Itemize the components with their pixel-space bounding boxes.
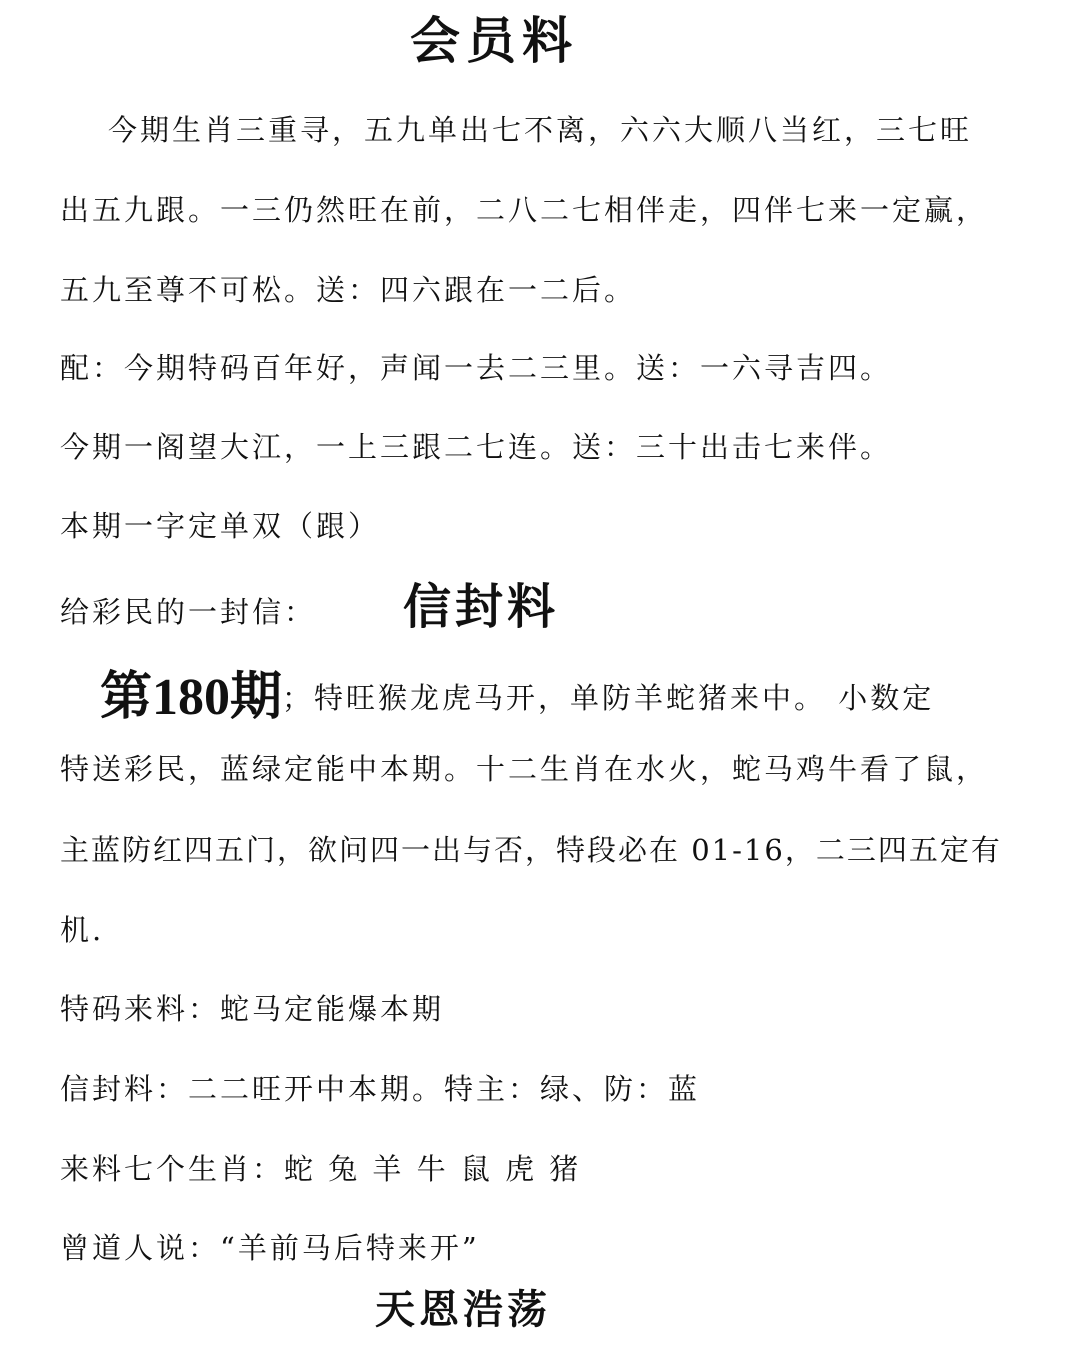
poem-line-1: 今期生肖三重寻，五九单出七不离，六六大顺八当红，三七旺 (108, 113, 973, 147)
issue-line (100, 669, 935, 726)
letter-line-4: 机. (60, 913, 105, 947)
page-title: 会员料 (410, 11, 578, 70)
poem-line-2: 出五九跟。一三仍然旺在前，二八二七相伴走，四伴七来一定赢， (60, 193, 989, 227)
closing-title: 天恩浩荡 (375, 1286, 551, 1333)
special-code-line: 特码来料：蛇马定能爆本期 (60, 992, 445, 1026)
letter-intro-label: 给彩民的一封信： (60, 595, 317, 629)
letter-line-2: 特送彩民，蓝绿定能中本期。十二生肖在水火，蛇马鸡牛看了鼠， (60, 752, 989, 786)
single-double-line: 本期一字定单双（跟） (60, 509, 381, 543)
zodiac-line: 来料七个生肖：蛇 兔 羊 牛 鼠 虎 猪 (60, 1152, 582, 1186)
quote-line: 曾道人说：“羊前马后特来开” (60, 1231, 480, 1265)
river-line: 今期一阁望大江，一上三跟二七连。送：三十出击七来伴。 (60, 430, 893, 464)
envelope-line: 信封料：二二旺开中本期。特主：绿、防：蓝 (60, 1072, 701, 1106)
issue-number: 第180期 (100, 669, 283, 726)
issue-line-text: ；特旺猴龙虎马开，单防羊蛇猪来中。 小数定 (282, 681, 935, 715)
poem-line-3: 五九至尊不可松。送：四六跟在一二后。 (60, 273, 637, 307)
letter-line-3: 主蓝防红四五门，欲问四一出与否，特段必在 01-16，二三四五定有 (60, 833, 1002, 867)
pair-line: 配：今期特码百年好，声闻一去二三里。送：一六寻吉四。 (60, 351, 893, 385)
envelope-title: 信封料 (403, 579, 560, 635)
